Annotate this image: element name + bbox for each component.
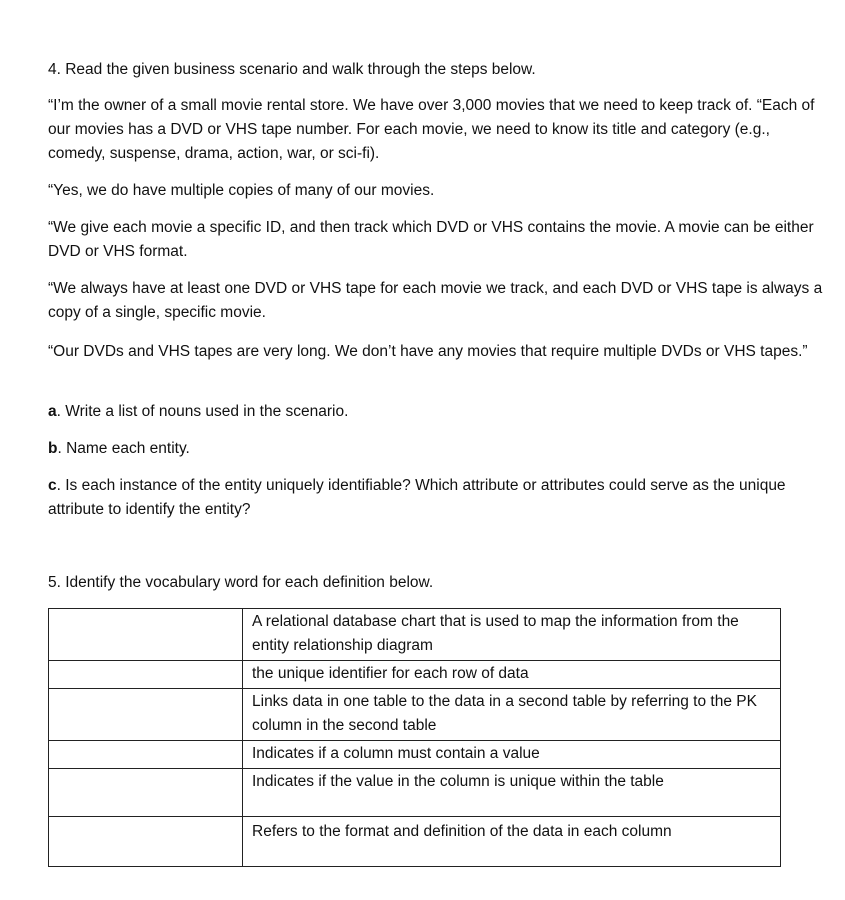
answer-cell[interactable]	[49, 689, 243, 741]
step-b	[48, 437, 190, 461]
scenario-quote-5: “Our DVDs and VHS tapes are very long. We don’t have any movies that require multiple DVDs or VHS tapes.”	[48, 343, 808, 360]
scenario-quote-3: “We give each movie a specific ID, and then track which DVD or VHS contains the movie. A movie can be either DVD or VHS format.	[48, 219, 814, 260]
definition-cell: Refers to the format and definition of the data in each column	[243, 817, 781, 867]
definition-cell: the unique identifier for each row of data	[243, 661, 781, 689]
answer-cell[interactable]	[49, 661, 243, 689]
answer-cell[interactable]	[49, 741, 243, 769]
scenario-quote-4: “We always have at least one DVD or VHS tape for each movie we track, and each DVD or VHS tape is always a copy of a single, specific movie.	[48, 280, 823, 321]
step-b-text: . Name each entity.	[57, 440, 190, 457]
scenario-quote-1: “I’m the owner of a small movie rental store. We have over 3,000 movies that we need to keep track of. “Each of our movies has a DVD or VHS tape number. For each movie, we need to know its title and category (e.g., comedy, suspense, drama, action, war, or sci-fi).	[48, 97, 815, 162]
table-row	[49, 689, 781, 741]
question-4-heading: 4. Read the given business scenario and walk through the steps below.	[48, 61, 536, 78]
scenario-quote-2: “Yes, we do have multiple copies of many of our movies.	[48, 182, 435, 199]
definition-cell: Links data in one table to the data in a second table by referring to the PK column in the second table	[243, 689, 781, 741]
vocabulary-table	[48, 608, 781, 867]
answer-cell[interactable]	[49, 817, 243, 867]
answer-cell[interactable]	[49, 769, 243, 817]
step-c	[48, 474, 828, 522]
table-row	[49, 817, 781, 867]
step-b-letter: b	[48, 440, 58, 457]
table-row	[49, 769, 781, 817]
step-c-text: . Is each instance of the entity uniquely identifiable? Which attribute or attributes could serve as the unique attribute to identify the entity?	[48, 477, 786, 518]
step-a-letter: a	[48, 403, 57, 420]
definition-cell: Indicates if the value in the column is unique within the table	[243, 769, 781, 817]
step-a-text: . Write a list of nouns used in the scenario.	[56, 403, 349, 420]
table-row	[49, 741, 781, 769]
definition-cell: A relational database chart that is used to map the information from the entity relationship diagram	[243, 609, 781, 661]
question-5-heading: 5. Identify the vocabulary word for each definition below.	[48, 574, 434, 591]
table-row	[49, 661, 781, 689]
step-c-letter: c	[48, 477, 57, 494]
table-row	[49, 609, 781, 661]
step-a	[48, 400, 348, 424]
answer-cell[interactable]	[49, 609, 243, 661]
definition-cell: Indicates if a column must contain a value	[243, 741, 781, 769]
